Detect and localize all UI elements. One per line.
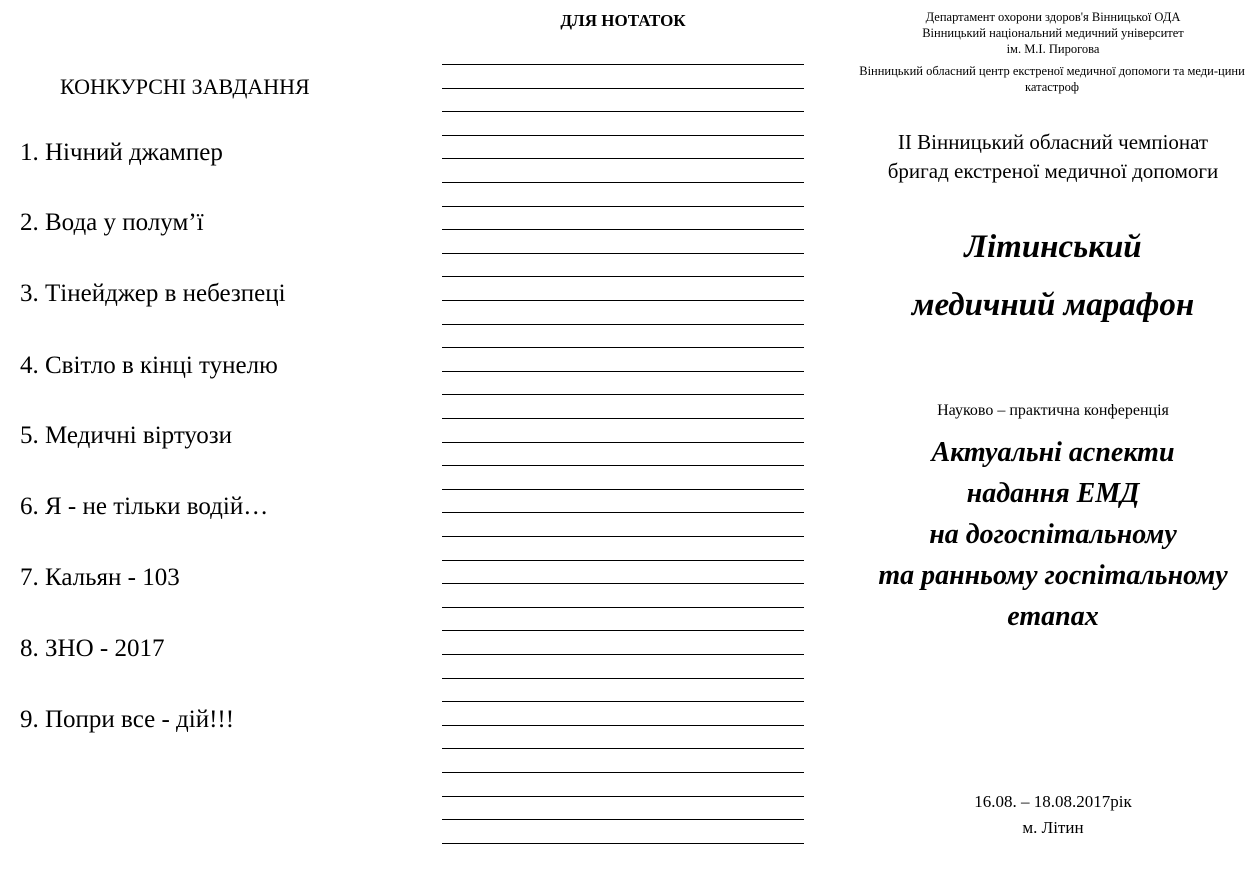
- conference-title-line: надання ЕМД: [966, 478, 1140, 509]
- marathon-title: [855, 218, 1251, 334]
- note-line: [442, 701, 804, 702]
- marathon-line: медичний марафон: [911, 287, 1195, 323]
- conference-title-line: та ранньому госпітальному: [878, 560, 1228, 591]
- organizer-line: Вінницький обласний центр екстреної медичної допомоги та меди-цини катастроф: [859, 64, 1245, 94]
- organizer-line: Департамент охорони здоров'я Вінницької ОДА: [925, 10, 1181, 24]
- conference-title-line: на догоспітальному: [929, 519, 1177, 550]
- note-line: [442, 748, 804, 749]
- note-line: [442, 583, 804, 584]
- note-line: [442, 300, 804, 301]
- note-line: [442, 347, 804, 348]
- note-line: [442, 560, 804, 561]
- note-line: [442, 843, 804, 844]
- event-dates-block: [855, 789, 1251, 841]
- note-line: [442, 135, 804, 136]
- conference-title: [855, 432, 1251, 637]
- note-line: [442, 630, 804, 631]
- organizer-line: ім. М.І. Пирогова: [1006, 42, 1100, 56]
- task-item-1: 1. Нічний джампер: [20, 139, 223, 166]
- task-item-9: 9. Попри все - дій!!!: [20, 706, 235, 733]
- note-line: [442, 394, 804, 395]
- note-line: [442, 796, 804, 797]
- note-line: [442, 465, 804, 466]
- note-line: [442, 253, 804, 254]
- note-line: [442, 64, 804, 65]
- organizer-line: Вінницький національний медичний університет: [922, 26, 1184, 40]
- note-line: [442, 324, 804, 325]
- note-line: [442, 158, 804, 159]
- note-line: [442, 536, 804, 537]
- conference-title-line: етапах: [1007, 601, 1099, 632]
- organizers-block: [855, 9, 1251, 95]
- event-city: м. Літин: [1022, 818, 1084, 837]
- task-item-6: 6. Я - не тільки водій…: [20, 493, 269, 520]
- note-line: [442, 725, 804, 726]
- task-item-4: 4. Світло в кінці тунелю: [20, 352, 278, 379]
- note-line: [442, 206, 804, 207]
- note-line: [442, 442, 804, 443]
- note-line: [442, 489, 804, 490]
- event-dates: 16.08. – 18.08.2017рік: [974, 792, 1132, 811]
- task-item-3: 3. Тінейджер в небезпеці: [20, 280, 286, 307]
- conference-title-line: Актуальні аспекти: [931, 437, 1175, 468]
- note-line: [442, 182, 804, 183]
- note-line: [442, 229, 804, 230]
- marathon-line: Літинський: [964, 229, 1142, 265]
- note-line: [442, 418, 804, 419]
- task-item-8: 8. ЗНО - 2017: [20, 635, 165, 662]
- note-line: [442, 111, 804, 112]
- task-item-2: 2. Вода у полум’ї: [20, 209, 204, 236]
- note-line: [442, 772, 804, 773]
- championship-line: бригад екстреної медичної допомоги: [887, 159, 1219, 183]
- note-line: [442, 819, 804, 820]
- note-line: [442, 276, 804, 277]
- task-item-5: 5. Медичні віртуози: [20, 422, 233, 449]
- conference-label: Науково – практична конференція: [937, 402, 1169, 419]
- note-line: [442, 654, 804, 655]
- note-line: [442, 678, 804, 679]
- note-line: [442, 607, 804, 608]
- competition-tasks-heading: КОНКУРСНІ ЗАВДАННЯ: [60, 74, 310, 99]
- championship-title: [855, 128, 1251, 186]
- championship-line: ІІ Вінницький обласний чемпіонат: [897, 130, 1209, 154]
- notes-heading: ДЛЯ НОТАТОК: [560, 11, 686, 30]
- task-item-7: 7. Кальян - 103: [20, 564, 180, 591]
- note-line: [442, 512, 804, 513]
- note-line: [442, 371, 804, 372]
- note-line: [442, 88, 804, 89]
